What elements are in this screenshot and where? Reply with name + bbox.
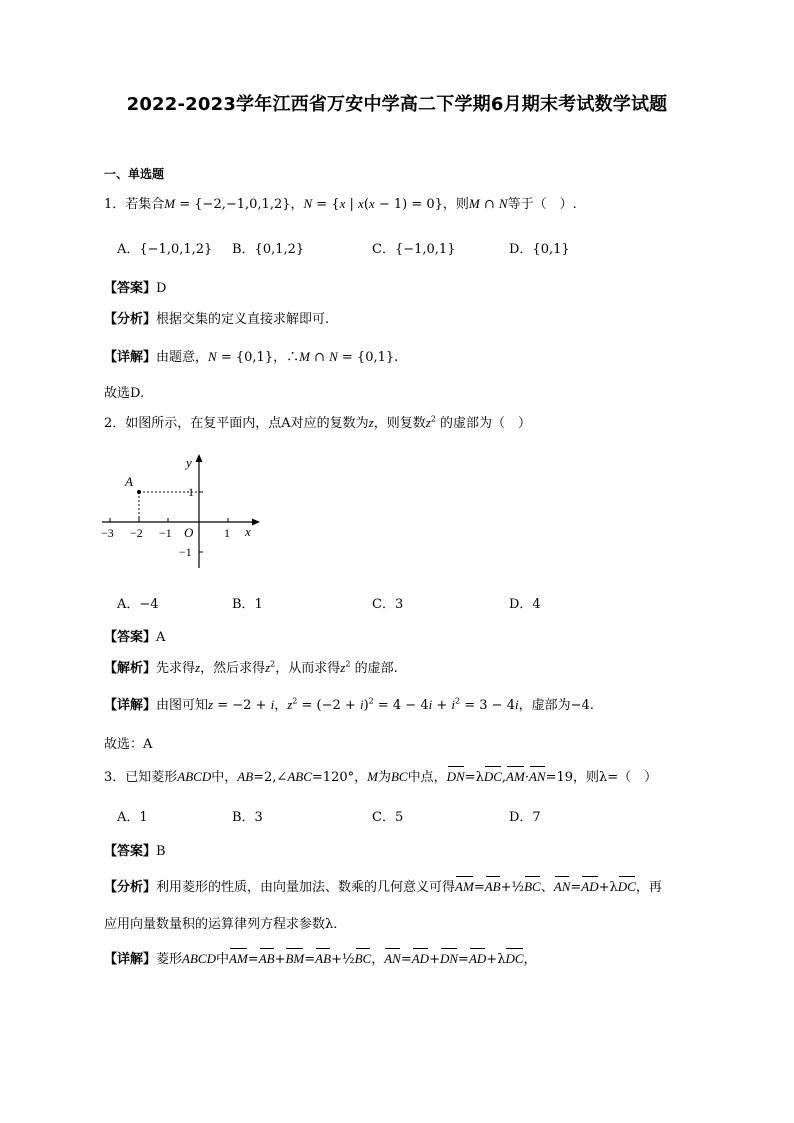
q3-stem: 3．已知菱形ABCD中，AB=2,∠ABC=120°，M为BC中点，DN=λDC,AM·AN=19，则λ=（ ） (104, 769, 658, 785)
q3-answer (104, 840, 166, 859)
q2-option-a: A．−4 (117, 597, 159, 612)
q2-stem: 2．如图所示，在复平面内，点A对应的复数为z，则复数$z^2$ 的虚部为（ ） (104, 414, 532, 431)
point-a (137, 490, 141, 494)
q2-option-d: D．4 (509, 597, 541, 612)
x-axis-label: x (245, 524, 251, 539)
q3-detail: 【详解】菱形ABCD中AM=AB+BM=AB+½BC，AN=AD+DN=AD+λDC， (104, 951, 537, 967)
q3-option-b: B．3 (232, 810, 263, 825)
q3-analysis-line2: 应用向量数量积的运算律列方程求参数λ. (104, 917, 338, 932)
q2-option-c: C．3 (372, 597, 404, 612)
q3-analysis-line1: 【分析】利用菱形的性质，由向量加法、数乘的几何意义可得AM=AB+½BC、AN=AD+λDC，再 (104, 879, 662, 895)
q2-conclusion: 故选：A (104, 737, 153, 752)
y-tick-label: 1 (188, 485, 194, 499)
origin-label: O (184, 525, 194, 540)
q1-analysis (104, 308, 329, 327)
q1-stem: 1．若集合M = {−2,−1,0,1,2}，N = {x | x(x − 1) = 0}，则M ∩ N等于（ ）. (104, 196, 577, 212)
answer-tag: 【答案】 (104, 844, 157, 859)
q3-option-a: A．1 (117, 810, 148, 825)
q1-option-c: C．{−1,0,1} (372, 242, 456, 257)
section-heading: 一、单选题 (104, 167, 165, 181)
analysis-tag: 【分析】 (104, 312, 157, 327)
complex-plane-figure (100, 450, 270, 575)
q3-option-c: C．5 (372, 810, 404, 825)
x-tick-label: −1 (159, 526, 172, 540)
answer-tag: 【答案】 (104, 630, 157, 645)
q1-conclusion: 故选D. (104, 386, 145, 401)
x-axis-arrow-icon (252, 519, 260, 526)
q1-option-d: D．{0,1} (509, 242, 570, 257)
q2-option-b: B．1 (232, 597, 263, 612)
q2-analysis: 【解析】先求得z，然后求得$z^2$，从而求得$z^2$ 的虚部. (104, 659, 398, 676)
x-tick-label: −2 (130, 526, 143, 540)
answer-value: A (156, 630, 166, 645)
q1-option-b: B．{0,1,2} (232, 242, 305, 257)
answer-value: D (156, 281, 167, 296)
x-tick-label: 1 (224, 526, 230, 540)
q1-detail: 【详解】由题意，N = {0,1}，∴M ∩ N = {0,1}. (104, 349, 399, 365)
point-a-label: A (125, 474, 133, 489)
q1-option-a: A．{−1,0,1,2} (117, 242, 213, 257)
y-axis-label: y (186, 455, 192, 470)
page-title: 2022-2023学年江西省万安中学高二下学期6月期末考试数学试题 (126, 94, 668, 115)
answer-value: B (156, 844, 166, 859)
q2-detail: 【详解】由图可知z = −2 + i，$z^2 = (-2 + i)^2 = 4 - 4i + i^2 = 3 - 4i$，虚部为−4. (104, 696, 594, 713)
x-tick-label: −3 (101, 526, 114, 540)
analysis-text: 根据交集的定义直接求解即可. (156, 312, 330, 327)
y-axis-arrow-icon (196, 454, 203, 462)
answer-tag: 【答案】 (104, 281, 157, 296)
q1-answer (104, 277, 166, 296)
y-tick-label: −1 (179, 545, 192, 559)
q2-answer (104, 626, 165, 645)
q3-option-d: D．7 (509, 810, 541, 825)
